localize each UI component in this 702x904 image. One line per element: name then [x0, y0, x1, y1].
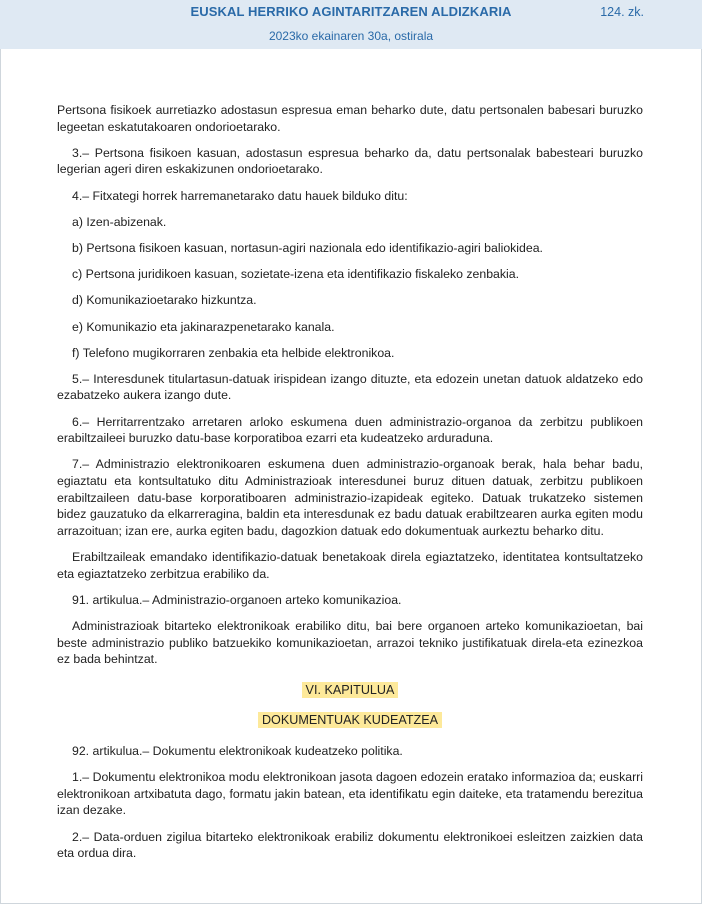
list-item: e) Komunikazio eta jakinarazpenetarako kanala. — [72, 319, 335, 334]
list-item: b) Pertsona fisikoen kasuan, nortasun-agiri nazionala edo identifikazio-agiri baliokidea. — [72, 240, 543, 255]
list-item: f) Telefono mugikorraren zenbakia eta helbide elektronikoa. — [72, 345, 395, 360]
article-heading: 92. artikulua.– Dokumentu elektronikoak kudeatzeko politika. — [72, 743, 403, 758]
paragraph: 3.– Pertsona fisikoen kasuan, adostasun espresua beharko da, datu pertsonalak babesteari buruzko legerian ageri diren eskakizunen ondorioetarako. — [57, 145, 643, 177]
page-header — [0, 0, 702, 49]
paragraph: 5.– Interesdunek titulartasun-datuak irispidean izango dituzte, eta edozein unetan datuok aldatzeko edo ezabatzeko aukera izango dute. — [57, 371, 643, 403]
list-item: a) Izen-abizenak. — [72, 214, 167, 229]
paragraph: 2.– Data-orduen zigilua bitarteko elektronikoak erabiliz dokumentu elektronikoei esleitzen zaizkien data eta ordua dira. — [57, 829, 643, 861]
list-item: c) Pertsona juridikoen kasuan, sozietate-izena eta identifikazio fiskaleko zenbakia. — [72, 267, 520, 282]
paragraph: 1.– Dokumentu elektronikoa modu elektronikoan jasota dagoen edozein eratako informazioa da; euskarri elektronikoan artxibatuta dago, formatu jakin batean, eta identifikatu egin daiteke, eta tratamendu berezitua izan dezake. — [57, 770, 643, 818]
paragraph: 6.– Herritarrentzako arretaren arloko eskumena duen administrazio-organoa da zerbitzu publikoen erabiltzaileei buruzko datu-base korporatiboa ezarri eta kudeatzeko arduraduna. — [57, 414, 643, 446]
chapter-number-text: VI. KAPITULUA — [302, 682, 399, 698]
journal-title: EUSKAL HERRIKO AGINTARITZAREN ALDIZKARIA — [190, 4, 512, 19]
document-body — [57, 102, 643, 871]
list-item: d) Komunikazioetarako hizkuntza. — [72, 293, 257, 308]
paragraph: Administrazioak bitarteko elektronikoak erabiliko ditu, bai bere organoen arteko komunikazioetan, bai beste administrazio publiko batzuekiko komunikazioetan, arrazoi tekniko justifikatuak direla-eta ezinezkoa ez bada behintzat. — [57, 618, 643, 667]
chapter-number — [57, 682, 643, 699]
chapter-title — [57, 712, 643, 729]
paragraph: 7.– Administrazio elektronikoaren eskumena duen administrazio-organoak berak, hala behar badu, egiaztatu eta kontsultatuko ditu Administrazioak interesdunei buruz dituen datuak, zerbitzu publikoen erabiltzaileen datu-base korporatiboaren administrazio-izapideak egiteko. Datuak trukatzeko sistemen bidez gauzatuko da elkarreragina, baldin eta interesdunak ez badu datuak erabiltzearen aurka egiten modu arrazoituan; izan ere, aurka egiten badu, dagozkion datuak edo dokumentuak aurkeztu beharko ditu. — [57, 457, 643, 538]
paragraph: 4.– Fitxategi horrek harremanetarako datu hauek bilduko ditu: — [72, 188, 408, 203]
chapter-title-text: DOKUMENTUAK KUDEATZEA — [258, 712, 442, 728]
paragraph: Erabiltzaileak emandako identifikazio-datuak benetakoak direla egiaztatzeko, identitatea kontsultatzeko eta egiaztatzeko zerbitzua erabiliko da. — [57, 550, 643, 581]
issue-date: 2023ko ekainaren 30a, ostirala — [268, 29, 434, 43]
paragraph: Pertsona fisikoek aurretiazko adostasun espresua eman beharko dute, datu pertsonalen babesari buruzko legeetan eskatutakoaren ondorioetarako. — [57, 103, 643, 134]
article-heading: 91. artikulua.– Administrazio-organoen arteko komunikazioa. — [72, 592, 402, 607]
issue-number: 124. zk. — [600, 5, 644, 19]
